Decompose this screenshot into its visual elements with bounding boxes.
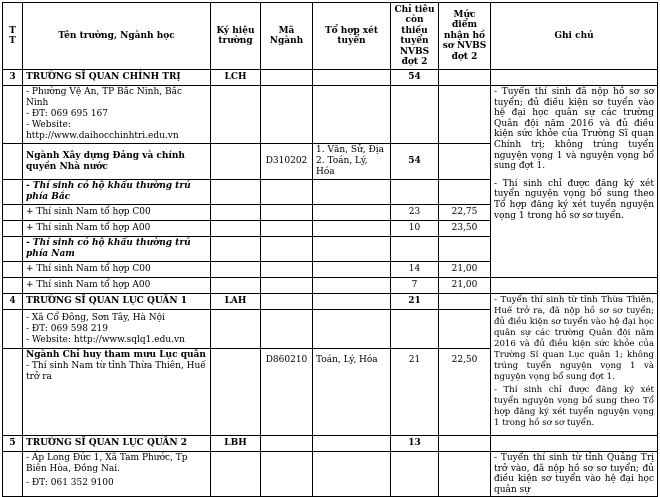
school-code: LAH (211, 294, 261, 310)
row-label: + Thí sinh Nam tổ hợp A00 (23, 221, 211, 237)
school-tt: 4 (3, 294, 23, 310)
school-address: - Xã Cổ Đông, Sơn Tây, Hà Nội (26, 312, 165, 323)
row-score: 21,00 (439, 278, 491, 294)
header-row (3, 3, 658, 70)
header-tt: T T (3, 3, 23, 70)
school-quota: 54 (391, 70, 439, 86)
school-note (491, 452, 658, 497)
school-address: - Ấp Long Đức 1, Xã Tam Phước, Tp Biên Hòa, Đồng Nai. (26, 453, 188, 474)
major-name: Ngành Xây dựng Đảng và chính quyền Nhà nước (23, 144, 211, 180)
note-1: - Tuyển thí sinh từ tỉnh Thừa Thiên, Huế trở ra, đã nộp hồ sơ sơ tuyển; đủ điều kiện sơ tuyển vào hệ đại học quân sự các trường Quân đội năm 2016 và đủ điều kiện sức khỏe của Trường Sĩ quan Lục quân 1; không trúng tuyển nguyện vọng 1 và nguyện vọng bổ sung đợt 1. (494, 295, 654, 382)
school-note (491, 86, 658, 278)
row-label: + Thí sinh Nam tổ hợp A00 (23, 278, 211, 294)
row-quota: 23 (391, 205, 439, 221)
school-name: TRƯỜNG SĨ QUAN LỤC QUÂN 2 (23, 436, 211, 452)
note-1: - Tuyển thí sinh từ tỉnh Quảng Trị trở vào, đã nộp hồ sơ sơ tuyển; đủ điều kiện sơ tuyển vào hệ đại học quân sự (494, 453, 654, 495)
major-code: D860210 (261, 349, 313, 436)
school-info-row (3, 452, 658, 497)
note-1: - Tuyển thí sinh đã nộp hồ sơ sơ tuyển; đủ điều kiện sơ tuyển vào hệ đại học quân sự các trường Quân đội năm 2016 và đủ điều kiện sức khỏe của Trường Sĩ quan Chính trị; không trúng tuyển nguyện vọng 1 và nguyện vọng bổ sung đợt 1. (494, 87, 654, 172)
school-website: - Website: http://www.daihocchinhtri.edu.vn (26, 120, 179, 141)
header-quota: Chỉ tiêu còn thiếu tuyển NVBS đợt 2 (391, 3, 439, 70)
school-note (491, 294, 658, 436)
row-score: 23,50 (439, 221, 491, 237)
major-score: 22,50 (439, 349, 491, 436)
region-label: - Thí sinh có hộ khẩu thường trú phía Bắc (23, 180, 211, 205)
note-2: - Thí sinh chỉ được đăng ký xét tuyển nguyện vọng bổ sung theo Tổ hợp đăng ký xét tuyển nguyện vọng 1 trong hồ sơ sơ tuyển. (494, 385, 654, 428)
school-name: TRƯỜNG SĨ QUAN CHÍNH TRỊ (23, 70, 211, 86)
school-address: - Phường Vệ An, TP Bắc Ninh, Bắc Ninh (26, 87, 182, 108)
school-quota: 13 (391, 436, 439, 452)
row-score: 22,75 (439, 205, 491, 221)
school-info (23, 310, 211, 349)
major-quota: 54 (391, 144, 439, 180)
major-combo: Toán, Lý, Hóa (313, 349, 391, 436)
school-info (23, 86, 211, 144)
row-label: + Thí sinh Nam tổ hợp C00 (23, 262, 211, 278)
major-sub: - Thí sinh Nam từ tỉnh Thừa Thiên, Huế trở ra (26, 361, 206, 382)
header-score: Mức điểm nhận hồ sơ NVBS đợt 2 (439, 3, 491, 70)
admission-table (2, 2, 658, 497)
school-name: TRƯỜNG SĨ QUAN LỤC QUÂN 1 (23, 294, 211, 310)
header-name: Tên trường, Ngành học (23, 3, 211, 70)
school-quota: 21 (391, 294, 439, 310)
table-row (3, 278, 658, 294)
header-school-code: Ký hiệu trường (211, 3, 261, 70)
school-row (3, 436, 658, 452)
school-phone: - ĐT: 069 598 219 (26, 323, 108, 334)
school-phone: - ĐT: 061 352 9100 (26, 478, 114, 488)
header-note: Ghi chú (491, 3, 658, 70)
school-tt: 3 (3, 70, 23, 86)
school-info (23, 452, 211, 497)
school-tt: 5 (3, 436, 23, 452)
major-quota: 21 (391, 349, 439, 436)
school-phone: - ĐT: 069 695 167 (26, 109, 108, 119)
school-row (3, 294, 658, 310)
row-quota: 14 (391, 262, 439, 278)
header-major-code: Mã Ngành (261, 3, 313, 70)
major-code: D310202 (261, 144, 313, 180)
school-website: - Website: http://www.sqlq1.edu.vn (26, 334, 185, 345)
row-label: + Thí sinh Nam tổ hợp C00 (23, 205, 211, 221)
major-combo: 1. Văn, Sử, Địa 2. Toán, Lý, Hóa (313, 144, 391, 180)
row-quota: 10 (391, 221, 439, 237)
school-code: LBH (211, 436, 261, 452)
school-code: LCH (211, 70, 261, 86)
school-row (3, 70, 658, 86)
school-info-row (3, 86, 658, 144)
region-label: - Thí sinh có hộ khẩu thường trú phía Nam (23, 237, 211, 262)
row-quota: 7 (391, 278, 439, 294)
major-info (23, 349, 211, 436)
row-score: 21,00 (439, 262, 491, 278)
major-name: Ngành Chỉ huy tham mưu Lục quân (26, 350, 206, 360)
header-combo: Tổ hợp xét tuyển (313, 3, 391, 70)
note-2: - Thí sinh chỉ được đăng ký xét tuyển nguyện vọng bổ sung theo Tổ hợp đăng ký xét tuyển nguyện vọng 1 trong hồ sơ sơ tuyển. (494, 178, 654, 221)
